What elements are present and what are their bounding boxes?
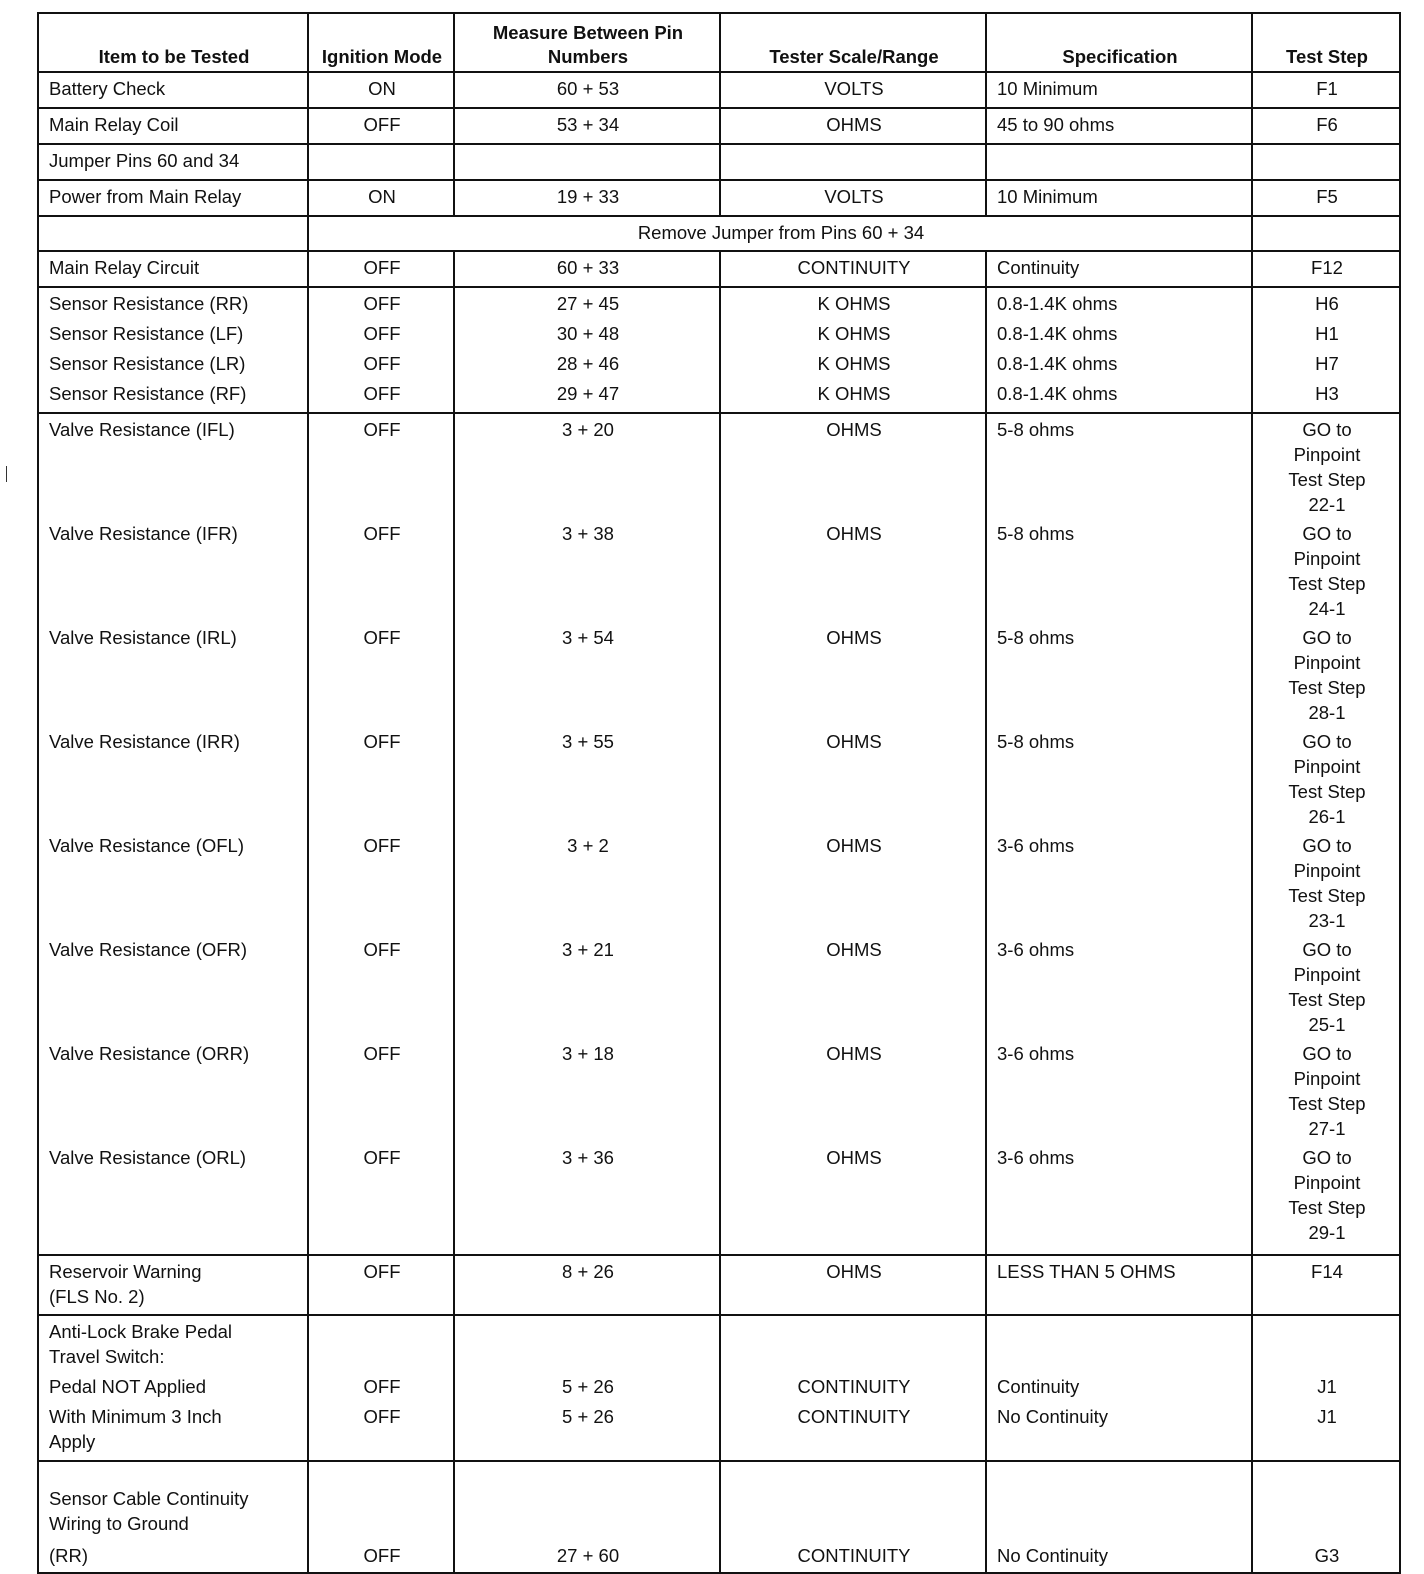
item-line: (RR) [49,1545,89,1566]
list-item: J1 [1317,1406,1337,1427]
empty-cell [38,216,308,251]
item-cell [38,1255,308,1315]
remove-jumper-note: Remove Jumper from Pins 60 + 34 [308,216,1252,251]
list-item: 3 + 20 [562,419,614,440]
step-line: 23-1 [1308,910,1346,931]
item-line: (FLS No. 2) [49,1286,145,1307]
list-item: 3 + 18 [562,1043,614,1064]
list-item: Valve Resistance (IRL) [49,627,237,648]
list-item: 30 + 48 [556,323,620,344]
header-tester: Tester Scale/Range [720,13,986,72]
list-item: Valve Resistance (IFR) [49,523,238,544]
list-item: 3 + 21 [562,939,614,960]
step-cell [1252,287,1400,413]
spacer [731,1319,977,1344]
item-cell [38,1315,308,1461]
table-row [38,72,1400,108]
table-row [38,216,1400,251]
list-item: OFF [363,523,401,544]
list-item: 3 + 54 [562,627,614,648]
list-item: 5 + 26 [562,1406,614,1427]
spacer [319,1344,445,1374]
list-item: 3 + 38 [562,523,614,544]
step-cell: F6 [1252,108,1400,144]
list-item: 5-8 ohms [997,627,1075,648]
ignition-cell [308,1315,454,1461]
step-cell [1252,1315,1400,1461]
step-line: Pinpoint [1293,444,1361,465]
scale-cell [720,413,986,1255]
list-item: OFF [363,627,401,648]
sensor-resistance-row [38,287,1400,413]
spacer [319,1319,445,1344]
item-line: Sensor Cable Continuity [49,1488,249,1509]
step-line: Pinpoint [1293,756,1361,777]
list-item [1263,729,1391,833]
item-line: Wiring to Ground [49,1513,189,1534]
empty-cell [454,144,720,180]
list-item: 3-6 ohms [997,1043,1075,1064]
list-item: 0.8-1.4K ohms [997,293,1118,314]
list-item: J1 [1317,1376,1337,1397]
step-line: Pinpoint [1293,860,1361,881]
list-item: OFF [363,1147,401,1168]
list-item: 3-6 ohms [997,835,1075,856]
scale-cell: CONTINUITY [720,251,986,287]
step-cell: F1 [1252,72,1400,108]
list-item: 29 + 47 [556,383,620,404]
header-step: Test Step [1252,13,1400,72]
step-line: Test Step [1288,677,1366,698]
item-cell [38,413,308,1255]
step-line: 29-1 [1308,1222,1346,1243]
list-item: 3-6 ohms [997,939,1075,960]
list-item: Valve Resistance (OFR) [49,939,248,960]
list-item: H1 [1315,323,1339,344]
scale-cell [720,287,986,413]
list-item: CONTINUITY [797,1406,911,1427]
item-cell: Jumper Pins 60 and 34 [38,144,308,180]
item-cell: Battery Check [38,72,308,108]
spec-cell: No Continuity [986,1461,1252,1573]
step-line: Test Step [1288,781,1366,802]
pins-cell: 19 + 33 [454,180,720,216]
list-item: Continuity [997,1376,1080,1397]
step-line: Pinpoint [1293,652,1361,673]
list-item: H6 [1315,293,1339,314]
step-line: Test Step [1288,1197,1366,1218]
step-line: Pinpoint [1293,964,1361,985]
item-line: Pedal NOT Applied [49,1376,207,1397]
step-line: GO to [1302,523,1352,544]
item-line: Anti-Lock Brake Pedal [49,1321,233,1342]
test-table [37,12,1401,1574]
list-item: 5-8 ohms [997,419,1075,440]
list-item: OHMS [826,1043,882,1064]
list-item: 5-8 ohms [997,731,1075,752]
pedal-switch-row [38,1315,1400,1461]
item-cell: Main Relay Circuit [38,251,308,287]
step-line: GO to [1302,939,1352,960]
list-item: 3 + 36 [562,1147,614,1168]
list-item: Sensor Resistance (RR) [49,293,249,314]
list-item: OFF [363,383,401,404]
list-item: OHMS [826,627,882,648]
spacer [1263,1319,1391,1344]
pins-cell: 60 + 53 [454,72,720,108]
spacer [465,1344,711,1374]
step-line: GO to [1302,1147,1352,1168]
list-item: OFF [363,1376,401,1397]
scale-cell: VOLTS [720,72,986,108]
list-item: OFF [363,1406,401,1427]
empty-cell [308,144,454,180]
ignition-cell: ON [308,180,454,216]
list-item [1263,937,1391,1041]
spacer [731,1344,977,1374]
valve-resistance-row [38,413,1400,1255]
pins-cell: 8 + 26 [454,1255,720,1315]
pins-cell: 53 + 34 [454,108,720,144]
step-line: Test Step [1288,1093,1366,1114]
step-cell: F5 [1252,180,1400,216]
list-item: 0.8-1.4K ohms [997,383,1118,404]
list-item: OFF [363,1043,401,1064]
empty-cell [986,144,1252,180]
step-line: GO to [1302,419,1352,440]
item-cell: Main Relay Coil [38,108,308,144]
header-row [38,13,1400,72]
ignition-cell: OFF [308,108,454,144]
step-cell [1252,413,1400,1255]
step-cell: F14 [1252,1255,1400,1315]
list-item: K OHMS [817,383,891,404]
pins-cell: 27 + 60 [454,1461,720,1573]
list-item: Valve Resistance (ORL) [49,1147,247,1168]
sensor-cable-row [38,1461,1400,1573]
list-item: 5-8 ohms [997,523,1075,544]
scale-cell: OHMS [720,108,986,144]
list-item: Sensor Resistance (LF) [49,323,244,344]
table-row [38,144,1400,180]
step-cell: F12 [1252,251,1400,287]
header-spec: Specification [986,13,1252,72]
spec-cell [986,413,1252,1255]
spacer [997,1319,1243,1344]
pins-cell [454,1315,720,1461]
list-item: OHMS [826,731,882,752]
step-line: Test Step [1288,573,1366,594]
step-line: Test Step [1288,989,1366,1010]
list-item: Sensor Resistance (LR) [49,353,246,374]
ignition-cell: OFF [308,251,454,287]
step-line: 26-1 [1308,806,1346,827]
header-ignition: Ignition Mode [308,13,454,72]
step-line: GO to [1302,627,1352,648]
step-cell: G3 [1252,1461,1400,1573]
step-line: GO to [1302,731,1352,752]
list-item: OFF [363,353,401,374]
ignition-cell: OFF [308,1255,454,1315]
item-cell [38,287,308,413]
item-line: Reservoir Warning [49,1261,202,1282]
step-line: 24-1 [1308,598,1346,619]
pins-cell: 60 + 33 [454,251,720,287]
step-line: 22-1 [1308,494,1346,515]
list-item: K OHMS [817,323,891,344]
item-line: With Minimum 3 Inch [49,1406,222,1427]
list-item: 0.8-1.4K ohms [997,323,1118,344]
scale-cell: OHMS [720,1255,986,1315]
list-item: K OHMS [817,293,891,314]
header-measure: Measure Between Pin Numbers [454,13,720,72]
table-row [38,108,1400,144]
item-cell: Power from Main Relay [38,180,308,216]
step-line: GO to [1302,835,1352,856]
spacer [997,1344,1243,1374]
ignition-cell: ON [308,72,454,108]
list-item: OHMS [826,419,882,440]
item-line: Apply [49,1431,96,1452]
ignition-cell [308,413,454,1255]
list-item: K OHMS [817,353,891,374]
list-item: Sensor Resistance (RF) [49,383,247,404]
list-item: Valve Resistance (OFL) [49,835,244,856]
empty-cell [1252,144,1400,180]
step-line: 25-1 [1308,1014,1346,1035]
list-item: OFF [363,835,401,856]
list-item: No Continuity [997,1406,1109,1427]
empty-cell [720,144,986,180]
list-item [1263,625,1391,729]
scale-cell: VOLTS [720,180,986,216]
list-item: CONTINUITY [797,1376,911,1397]
ignition-cell: OFF [308,1461,454,1573]
step-line: Pinpoint [1293,1068,1361,1089]
list-item: OFF [363,293,401,314]
scale-cell: CONTINUITY [720,1461,986,1573]
step-line: Test Step [1288,469,1366,490]
scan-mark [6,466,7,482]
header-item: Item to be Tested [38,13,308,72]
pins-cell [454,413,720,1255]
list-item: Valve Resistance (ORR) [49,1043,250,1064]
item-line: Travel Switch: [49,1346,165,1367]
spec-cell: 45 to 90 ohms [986,108,1252,144]
list-item: 5 + 26 [562,1376,614,1397]
list-item: 28 + 46 [556,353,620,374]
table-row [38,180,1400,216]
step-line: Pinpoint [1293,548,1361,569]
list-item [1263,833,1391,937]
list-item: OFF [363,419,401,440]
list-item: 27 + 45 [556,293,620,314]
spec-cell: 10 Minimum [986,72,1252,108]
list-item: Valve Resistance (IRR) [49,731,240,752]
list-item [1263,417,1391,521]
step-line: Test Step [1288,885,1366,906]
list-item: Valve Resistance (IFL) [49,419,235,440]
list-item: OHMS [826,835,882,856]
list-item: OFF [363,939,401,960]
list-item: OFF [363,731,401,752]
empty-cell [1252,216,1400,251]
list-item [1263,1041,1391,1145]
list-item: 3 + 55 [562,731,614,752]
step-line: Pinpoint [1293,1172,1361,1193]
step-line: 27-1 [1308,1118,1346,1139]
table-row [38,251,1400,287]
list-item [1263,1145,1391,1249]
list-item: OHMS [826,523,882,544]
spec-cell: 10 Minimum [986,180,1252,216]
list-item: H7 [1315,353,1339,374]
list-item: 3 + 2 [567,835,609,856]
step-line: GO to [1302,1043,1352,1064]
list-item: OHMS [826,939,882,960]
step-line: 28-1 [1308,702,1346,723]
spec-cell: Continuity [986,251,1252,287]
list-item: OHMS [826,1147,882,1168]
spec-cell: LESS THAN 5 OHMS [986,1255,1252,1315]
spacer [465,1319,711,1344]
list-item: H3 [1315,383,1339,404]
list-item: OFF [363,323,401,344]
pins-cell [454,287,720,413]
spacer [1263,1344,1391,1374]
ignition-cell [308,287,454,413]
spec-cell [986,1315,1252,1461]
table-row [38,1255,1400,1315]
list-item [1263,521,1391,625]
list-item: 3-6 ohms [997,1147,1075,1168]
list-item: 0.8-1.4K ohms [997,353,1118,374]
spec-cell [986,287,1252,413]
item-cell [38,1461,308,1573]
scale-cell [720,1315,986,1461]
